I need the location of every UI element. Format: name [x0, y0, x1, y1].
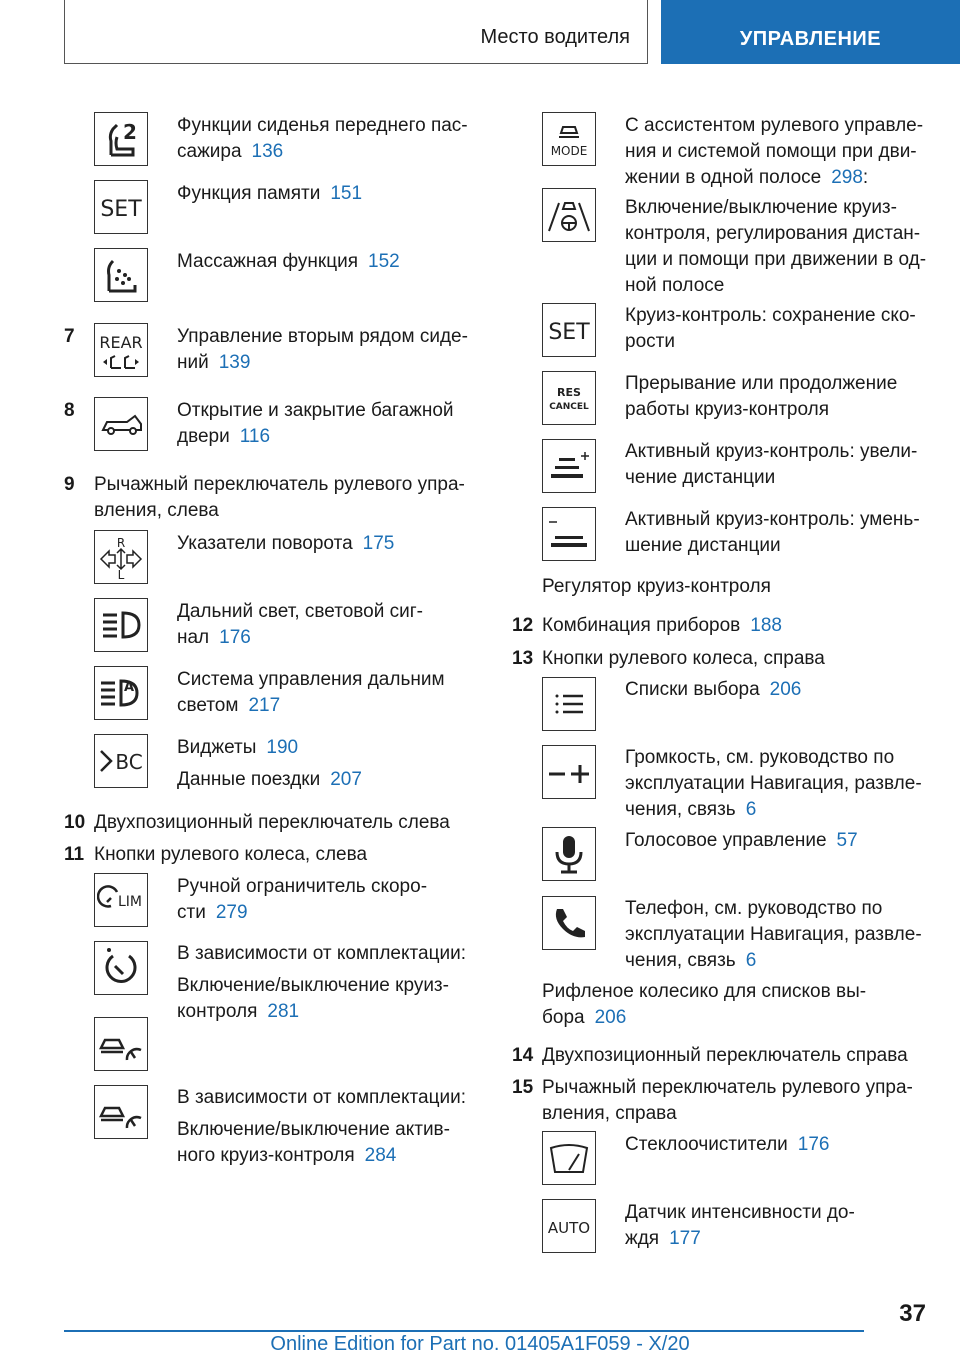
item-cruise-control: В зависимости от комплектации: Включение/выключение круиз- контроля 281	[177, 943, 466, 1022]
page-ref-link[interactable]: 279	[215, 902, 248, 923]
item-thumbwheel: Рифленое колесико для списков вы- бора 206	[542, 981, 867, 1028]
item-high-beam: Дальний свет, световой сиг- нал 176	[177, 601, 423, 648]
car-distance-icon	[94, 1017, 148, 1071]
item-selection-lists: Списки выбора 206	[625, 679, 802, 700]
item-distance-increase: Активный круиз-контроль: увели- чение дистанции	[625, 441, 918, 488]
list-icon	[542, 677, 596, 731]
phone-icon	[542, 896, 596, 950]
rear-seat-icon	[94, 323, 148, 377]
item-distance-decrease: Активный круиз-контроль: умень- шение дистанции	[625, 509, 920, 556]
item-number: 11	[64, 844, 85, 865]
page-ref-link[interactable]: 139	[218, 352, 251, 373]
set-icon	[542, 303, 596, 357]
item-cruise-resume: Прерывание или продолжение работы круиз-контроля	[625, 373, 898, 420]
page-ref-link[interactable]: 176	[797, 1134, 830, 1155]
page-ref-link[interactable]: 152	[368, 251, 400, 272]
svg-text:REAR: REAR	[99, 333, 143, 352]
item-lever-left: Рычажный переключатель рулевого упра- вления, слева	[94, 474, 465, 521]
item-seat-passenger: Функции сиденья переднего пас- сажира 136	[177, 115, 468, 162]
item-wheel-left: Кнопки рулевого колеса, слева	[94, 844, 368, 865]
svg-text:R: R	[116, 536, 126, 550]
set-icon	[94, 180, 148, 234]
item-number: 8	[64, 400, 75, 421]
svg-text:BC: BC	[115, 750, 143, 774]
item-rear-seats: Управление вторым рядом сиде- ний 139	[177, 326, 468, 373]
item-active-cruise: В зависимости от комплектации: Включение/выключение актив- ного круиз-контроля 284	[177, 1087, 466, 1166]
item-rocker-left: Двухпозиционный переключатель слева	[94, 812, 450, 833]
item-number: 9	[64, 474, 75, 495]
item-steering-assist: С ассистентом рулевого управле- ния и системой помощи при дви- жении в одной полосе 298:	[625, 115, 924, 188]
bc-icon	[94, 734, 148, 788]
item-high-beam-assist: Система управления дальним светом 217	[177, 669, 445, 716]
distance-plus-icon	[542, 439, 596, 493]
item-turn-signals: Указатели поворота 175	[177, 533, 395, 554]
page-ref-link[interactable]: 57	[836, 830, 858, 851]
footer-divider	[64, 1330, 864, 1332]
item-rain-sensor: Датчик интенсивности до- ждя 177	[625, 1202, 855, 1249]
item-trunk: Открытие и закрытие багажной двери 116	[177, 400, 454, 447]
svg-text:SET: SET	[548, 320, 590, 345]
svg-text:CANCEL: CANCEL	[549, 402, 589, 412]
page-ref-link[interactable]: 116	[239, 426, 271, 447]
page-ref-link[interactable]: 6	[745, 950, 757, 971]
item-number: 13	[512, 648, 534, 669]
speed-limiter-icon	[94, 873, 148, 927]
page-ref-link[interactable]: 175	[362, 533, 395, 554]
item-massage: Массажная функция 152	[177, 251, 400, 272]
distance-minus-icon	[542, 507, 596, 561]
page-ref-link[interactable]: 217	[248, 695, 281, 716]
page-ref-link[interactable]: 298	[831, 167, 863, 188]
item-voice-control: Голосовое управление 57	[625, 830, 858, 851]
chapter-tab[interactable]	[661, 0, 960, 64]
page-ref-link[interactable]: 177	[669, 1228, 701, 1249]
page-ref-link[interactable]: 281	[267, 1001, 300, 1022]
svg-text:2: 2	[123, 120, 137, 144]
turn-signal-icon	[94, 530, 148, 584]
mode-icon	[542, 112, 596, 166]
svg-text:AUTO: AUTO	[547, 1219, 591, 1237]
svg-text:LIM: LIM	[117, 894, 143, 910]
item-number: 15	[512, 1077, 534, 1098]
trunk-icon	[94, 397, 148, 451]
page-ref-link[interactable]: 176	[219, 627, 251, 648]
item-cruise-regulator: Регулятор круиз-контроля	[542, 576, 771, 597]
item-widgets: Виджеты 190 Данные поездки 207	[177, 737, 362, 790]
item-rocker-right: Двухпозиционный переключатель справа	[542, 1045, 908, 1066]
svg-text:L: L	[117, 568, 125, 581]
svg-text:RES: RES	[557, 386, 581, 399]
high-beam-icon	[94, 598, 148, 652]
page-ref-link[interactable]: 188	[750, 615, 782, 636]
page-ref-link[interactable]: 207	[330, 769, 362, 790]
item-lever-right: Рычажный переключатель рулевого упра- вления, справа	[542, 1077, 913, 1124]
lane-assist-icon	[542, 188, 596, 242]
high-beam-assist-icon	[94, 666, 148, 720]
page-ref-link[interactable]: 6	[745, 799, 757, 820]
item-number: 12	[512, 615, 534, 636]
page-ref-link[interactable]: 151	[330, 183, 363, 204]
svg-text:SET: SET	[100, 197, 142, 222]
item-number: 7	[64, 326, 75, 347]
svg-text:A: A	[123, 680, 135, 695]
page-number: 37	[899, 1300, 926, 1327]
chapter-tab-label: УПРАВЛЕНИЕ	[739, 28, 882, 50]
item-phone: Телефон, см. руководство по эксплуатации Навигация, развле- чения, связь 6	[625, 898, 922, 971]
item-wheel-right: Кнопки рулевого колеса, справа	[542, 648, 825, 669]
page-ref-link[interactable]: 206	[769, 679, 802, 700]
item-memory: Функция памяти 151	[177, 183, 363, 204]
page-ref-link[interactable]: 206	[594, 1007, 627, 1028]
active-cruise-icon	[94, 1085, 148, 1139]
page-ref-link[interactable]: 284	[364, 1145, 397, 1166]
item-volume: Громкость, см. руководство по эксплуатации Навигация, развле- чения, связь 6	[625, 747, 922, 820]
edition-footer: Online Edition for Part no. 01405A1F059 - X/20	[270, 1333, 690, 1355]
wiper-icon	[542, 1131, 596, 1185]
cruise-control-icon	[94, 941, 148, 995]
item-number: 14	[512, 1045, 534, 1066]
section-title: Место водителя	[480, 26, 630, 48]
volume-icon	[542, 745, 596, 799]
item-wipers: Стеклоочистители 176	[625, 1134, 830, 1155]
massage-icon	[94, 248, 148, 302]
page-ref-link[interactable]: 190	[266, 737, 299, 758]
microphone-icon	[542, 827, 596, 881]
item-speed-limiter: Ручной ограничитель скоро- сти 279	[177, 876, 428, 923]
page-ref-link[interactable]: 136	[251, 141, 284, 162]
svg-text:MODE: MODE	[550, 144, 588, 158]
res-cancel-icon	[542, 371, 596, 425]
item-instrument-cluster: Комбинация приборов 188	[542, 615, 782, 636]
item-number: 10	[64, 812, 86, 833]
seat-2-icon	[94, 112, 148, 166]
item-cruise-set: Круиз-контроль: сохранение ско- рости	[625, 305, 916, 352]
auto-icon	[542, 1199, 596, 1253]
item-lane-assist: Включение/выключение круиз- контроля, регулирования дистан- ции и помощи при движении в од- ной полосе	[625, 197, 927, 296]
